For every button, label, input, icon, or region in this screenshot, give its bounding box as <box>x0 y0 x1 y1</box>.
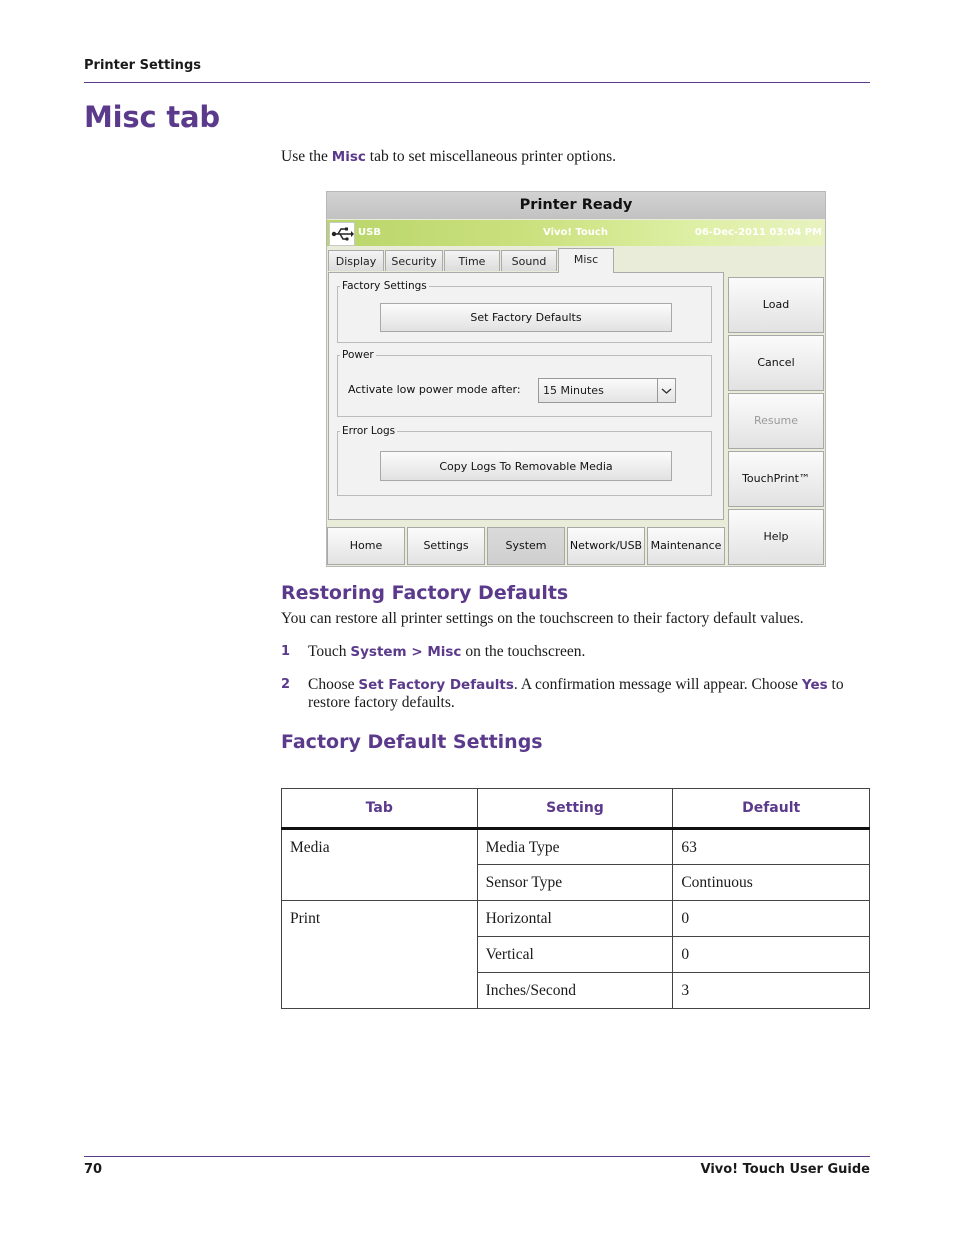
default-cell: 3 <box>673 973 870 1009</box>
step-1-number: 1 <box>281 644 291 659</box>
running-header: Printer Settings <box>84 58 201 73</box>
error-logs-group <box>337 425 712 496</box>
touchscreen-screenshot <box>326 191 826 567</box>
tab-time[interactable]: Time <box>444 250 500 271</box>
screen-title: Printer Ready <box>327 192 825 219</box>
step-1-part-2: on the touchscreen. <box>461 643 586 660</box>
table-row <box>282 901 870 937</box>
guide-title: Vivo! Touch User Guide <box>700 1162 870 1177</box>
set-factory-defaults-button[interactable]: Set Factory Defaults <box>380 303 672 332</box>
column-header-setting: Setting <box>477 789 673 829</box>
factory-settings-legend: Factory Settings <box>342 280 427 292</box>
load-button[interactable]: Load <box>728 277 824 333</box>
footer-rule <box>84 1156 870 1157</box>
page-number: 70 <box>84 1162 103 1177</box>
default-cell: 0 <box>673 901 870 937</box>
tab-security[interactable]: Security <box>385 250 443 271</box>
intro-paragraph <box>281 148 616 166</box>
chevron-down-icon[interactable] <box>657 379 675 402</box>
default-cell: 0 <box>673 937 870 973</box>
table-row <box>282 829 870 865</box>
setting-cell: Sensor Type <box>477 865 673 901</box>
step-1-keyword: System > Misc <box>350 644 462 660</box>
model-label: Vivo! Touch <box>543 227 608 238</box>
step-2-keyword-2: Yes <box>801 677 828 693</box>
help-button[interactable]: Help <box>728 509 824 565</box>
touchprint-button[interactable]: TouchPrint™ <box>728 451 824 507</box>
step-2-part-3: to restore factory defaults. <box>308 676 844 711</box>
step-2-part-1: Choose <box>308 676 359 693</box>
intro-text-before: Use the <box>281 148 332 165</box>
tab-misc[interactable]: Misc <box>558 248 614 273</box>
table-header-row <box>282 789 870 829</box>
step-2-keyword-1: Set Factory Defaults <box>358 677 514 693</box>
power-legend: Power <box>342 349 374 361</box>
intro-keyword-misc: Misc <box>331 149 366 165</box>
settings-tab-row <box>327 248 825 272</box>
nav-maintenance-button[interactable]: Maintenance <box>647 527 725 565</box>
factory-settings-group <box>337 280 712 343</box>
connection-label: USB <box>358 227 381 238</box>
step-2-number: 2 <box>281 677 291 692</box>
column-header-tab: Tab <box>282 789 478 829</box>
step-1-text <box>308 643 870 661</box>
default-cell: 63 <box>673 829 870 865</box>
nav-settings-button[interactable]: Settings <box>407 527 485 565</box>
resume-button[interactable]: Resume <box>728 393 824 449</box>
setting-cell: Media Type <box>477 829 673 865</box>
defaults-heading: Factory Default Settings <box>281 731 543 753</box>
header-rule <box>84 82 870 83</box>
restoring-body: You can restore all printer settings on the touchscreen to their factory default values. <box>281 610 804 627</box>
tab-cell-print: Print <box>282 901 478 1009</box>
step-1-part-1: Touch <box>308 643 351 660</box>
usb-icon <box>329 222 355 246</box>
tab-cell-media: Media <box>282 829 478 901</box>
intro-text-after: tab to set miscellaneous printer options. <box>365 148 617 165</box>
low-power-select[interactable] <box>538 378 676 403</box>
status-bar <box>327 220 825 246</box>
copy-logs-button[interactable]: Copy Logs To Removable Media <box>380 451 672 481</box>
page-title: Misc tab <box>84 100 220 134</box>
power-group <box>337 349 712 417</box>
setting-cell: Inches/Second <box>477 973 673 1009</box>
column-header-default: Default <box>673 789 870 829</box>
restoring-heading: Restoring Factory Defaults <box>281 582 569 604</box>
setting-cell: Vertical <box>477 937 673 973</box>
nav-system-button[interactable]: System <box>487 527 565 565</box>
step-2-part-2: . A confirmation message will appear. Choose <box>513 676 802 693</box>
low-power-select-value: 15 Minutes <box>543 384 604 397</box>
low-power-label: Activate low power mode after: <box>348 383 521 396</box>
nav-network-usb-button[interactable]: Network/USB <box>567 527 645 565</box>
error-logs-legend: Error Logs <box>342 425 396 437</box>
setting-cell: Horizontal <box>477 901 673 937</box>
tab-display[interactable]: Display <box>328 250 384 271</box>
tab-sound[interactable]: Sound <box>501 250 557 271</box>
step-2-text <box>308 676 870 712</box>
default-cell: Continuous <box>673 865 870 901</box>
factory-defaults-table <box>281 788 870 1009</box>
nav-home-button[interactable]: Home <box>327 527 405 565</box>
datetime-label: 06-Dec-2011 03:04 PM <box>694 227 822 238</box>
misc-tab-panel <box>328 272 724 520</box>
cancel-button[interactable]: Cancel <box>728 335 824 391</box>
